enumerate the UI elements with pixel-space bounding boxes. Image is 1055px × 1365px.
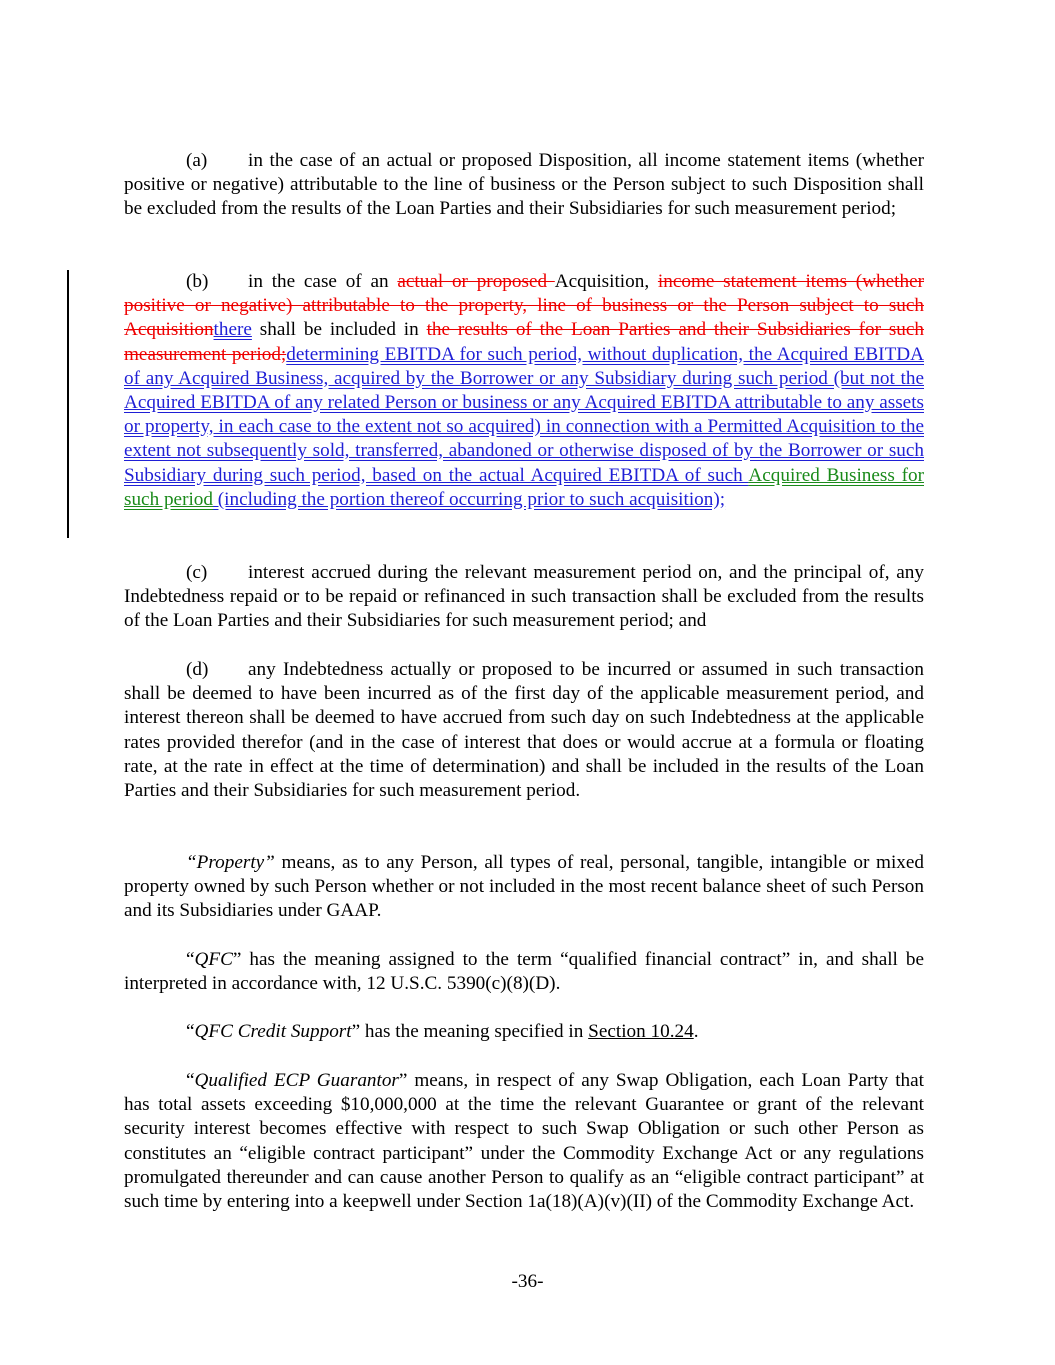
paragraph-c-label: (c) (186, 562, 208, 583)
paragraph-b-label: (b) (186, 271, 209, 292)
paragraph-b-text-1: in the case of an (248, 271, 398, 292)
paragraph-b-text-3: shall be included in (251, 319, 427, 341)
ecp-term: Qualified ECP Guarantor (194, 1070, 399, 1091)
paragraph-c (124, 561, 924, 634)
paragraph-d (124, 658, 924, 803)
insertion-2: determining EBITDA for such period, without duplication, the Acquired EBITDA of any Acquired Business, acquired by the Borrower or any Subsidiary during such period (but not the Acquired EBITDA of any related Person or business or any Acquired EBITDA attributable to any assets or property, in each case to the extent not so acquired) in connection with a Permitted Acquisition to the extent not subsequently sold, transferred, abandoned or otherwise disposed of by the Borrower or such Subsidiary during such period, based on the actual Acquired EBITDA of such (124, 343, 925, 486)
paragraph-c-text: interest accrued during the relevant measurement period on, and the principal of, any Indebtedness repaid or to be repaid or refinanced in such transaction shall be excluded from the results of the Loan Parties and their Subsidiaries for such measurement period; and (124, 562, 924, 632)
qfc-credit-open-quote: “ (186, 1021, 195, 1042)
paragraph-d-text: any Indebtedness actually or proposed to be incurred or assumed in such transaction shall be deemed to have been incurred as of the first day of the applicable measurement period, and interest thereon shall be deemed to have accrued from such day on such Indebtedness at the applicable rates provided therefor (and in the case of interest that does or would accrue at a formula or floating rate, at the rate in effect at the time of determination) and shall be included in the results of the Loan Parties and their Subsidiaries for such measurement period. (124, 659, 924, 802)
moved-text: Acquired Business for such period (124, 464, 924, 510)
qfc-credit-text: ” has the meaning specified in (351, 1021, 589, 1042)
qfc-open-quote: “ (186, 949, 195, 970)
paragraph-a-text: in the case of an actual or proposed Disposition, all income statement items (whether positive or negative) attributable to the line of business or the Person subject to such Disposition shall be excluded from the results of the Loan Parties and their Subsidiaries for such measurement period; (124, 150, 924, 220)
definition-qualified-ecp-guarantor (124, 1069, 924, 1214)
page-number: -36- (511, 1271, 544, 1292)
change-bar (67, 270, 69, 538)
paragraph-d-label: (d) (186, 659, 209, 680)
paragraph-a-label: (a) (186, 150, 208, 171)
paragraph-b (124, 270, 924, 512)
qfc-text: ” has the meaning assigned to the term “qualified financial contract” in, and shall be interpreted in accordance with, 12 U.S.C. 5390(c)(8)(D). (124, 949, 924, 995)
qfc-credit-term: QFC Credit Support (194, 1021, 352, 1042)
qfc-credit-end: . (693, 1021, 699, 1042)
definition-qfc-credit-support (124, 1020, 924, 1044)
deletion-1: actual or proposed (397, 271, 555, 292)
paragraph-b-text-2: Acquisition, (554, 271, 658, 292)
insertion-1: there (213, 319, 252, 341)
insertion-3: (including the portion thereof occurring prior to such acquisition); (213, 488, 726, 510)
property-term: “Property” (186, 852, 275, 873)
paragraph-a (124, 149, 924, 222)
section-reference-link[interactable]: Section 10.24 (588, 1021, 694, 1042)
qfc-term: QFC (194, 949, 233, 970)
deletion-3: the results of the Loan Parties and their Subsidiaries for such measurement period; (124, 319, 924, 365)
definition-property (124, 851, 924, 924)
ecp-open-quote: “ (186, 1070, 195, 1091)
definition-qfc (124, 948, 924, 996)
property-text: means, as to any Person, all types of real, personal, tangible, intangible or mixed property owned by such Person whether or not included in the most recent balance sheet of such Person and its Subsidiaries under GAAP. (124, 852, 924, 922)
deletion-2: income statement items (whether positive or negative) attributable to the property, line of business or the Person subject to such Acquisition (124, 271, 924, 341)
ecp-text: ” means, in respect of any Swap Obligation, each Loan Party that has total assets exceeding $10,000,000 at the time the relevant Guarantee or grant of the relevant security interest becomes effective with respect to such Swap Obligation or such other Person as constitutes an “eligible contract participant” under the Commodity Exchange Act or any regulations promulgated thereunder and can cause another Person to qualify as an “eligible contract participant” at such time by entering into a keepwell under Section 1a(18)(A)(v)(II) of the Commodity Exchange Act. (124, 1070, 924, 1213)
